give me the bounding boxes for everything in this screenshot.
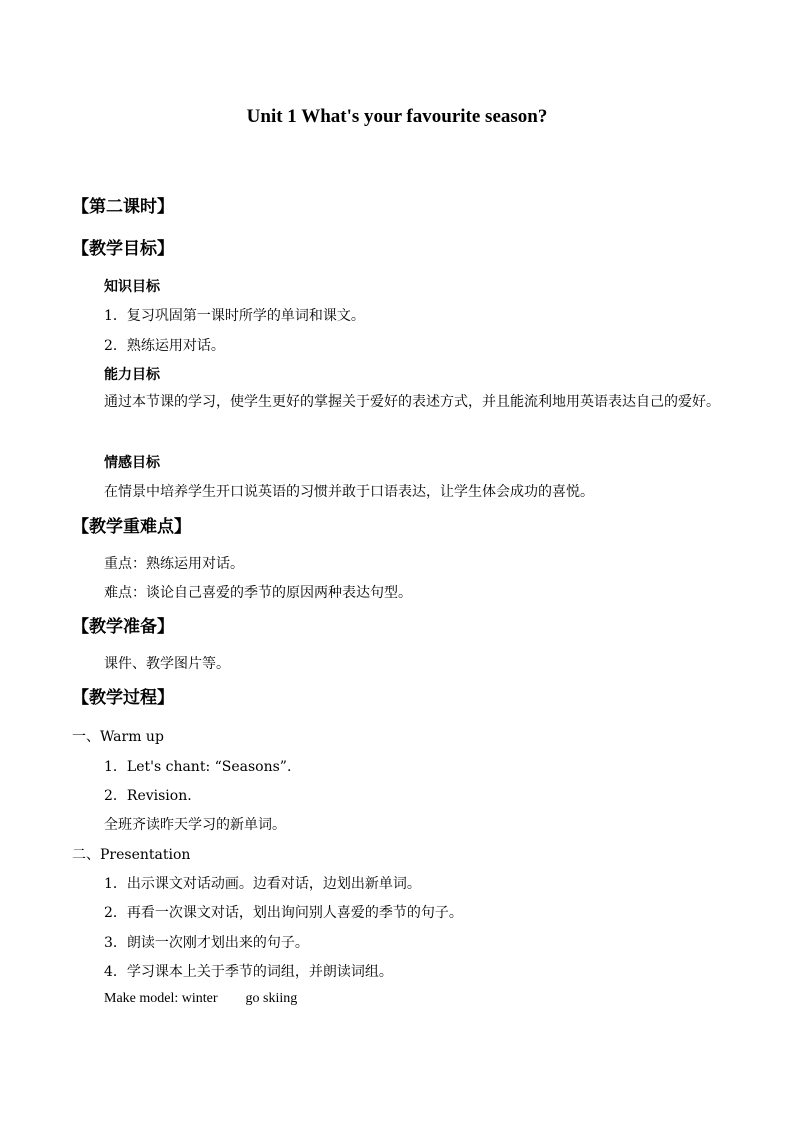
presentation-item-4: 4．学习课本上关于季节的词组，并朗读词组。	[104, 964, 393, 980]
key-points-heading: 【教学重难点】	[72, 517, 191, 537]
emotion-goal-label: 情感目标	[104, 455, 160, 471]
key-point-difficulty: 难点：谈论自己喜爱的季节的原因两种表达句型。	[104, 585, 412, 601]
make-model-value: go skiing	[245, 991, 298, 1006]
emotion-goal-text: 在情景中培养学生开口说英语的习惯并敢于口语表达，让学生体会成功的喜悦。	[104, 484, 594, 500]
lesson-heading: 【第二课时】	[72, 197, 174, 217]
preparation-text: 课件、教学图片等。	[104, 656, 230, 672]
presentation-item-2: 2．再看一次课文对话，划出询问别人喜爱的季节的句子。	[104, 905, 463, 921]
ability-goal-text: 通过本节课的学习，使学生更好的掌握关于爱好的表述方式，并且能流利地用英语表达自己的爱好。	[104, 394, 720, 410]
ability-goal-label: 能力目标	[104, 367, 160, 383]
knowledge-item-1: 1．复习巩固第一课时所学的单词和课文。	[104, 308, 365, 324]
warmup-item-2: 2．Revision.	[104, 788, 192, 804]
warmup-title: 一、Warm up	[72, 729, 164, 745]
process-heading: 【教学过程】	[72, 688, 174, 708]
presentation-title: 二、Presentation	[72, 847, 191, 863]
knowledge-item-2: 2．熟练运用对话。	[104, 338, 225, 354]
make-model-line	[104, 991, 297, 1007]
presentation-item-1: 1．出示课文对话动画。边看对话，边划出新单词。	[104, 876, 421, 892]
knowledge-goal-label: 知识目标	[104, 279, 160, 295]
preparation-heading: 【教学准备】	[72, 617, 174, 637]
warmup-note: 全班齐读昨天学习的新单词。	[104, 817, 286, 833]
goals-heading: 【教学目标】	[72, 239, 174, 259]
warmup-item-1: 1．Let's chant: “Seasons”.	[104, 759, 292, 775]
presentation-item-3: 3．朗读一次刚才划出来的句子。	[104, 935, 309, 951]
document-title: Unit 1 What's your favourite season?	[246, 106, 548, 127]
key-point-focus: 重点：熟练运用对话。	[104, 556, 244, 572]
make-model-label: Make model: winter	[104, 991, 218, 1006]
